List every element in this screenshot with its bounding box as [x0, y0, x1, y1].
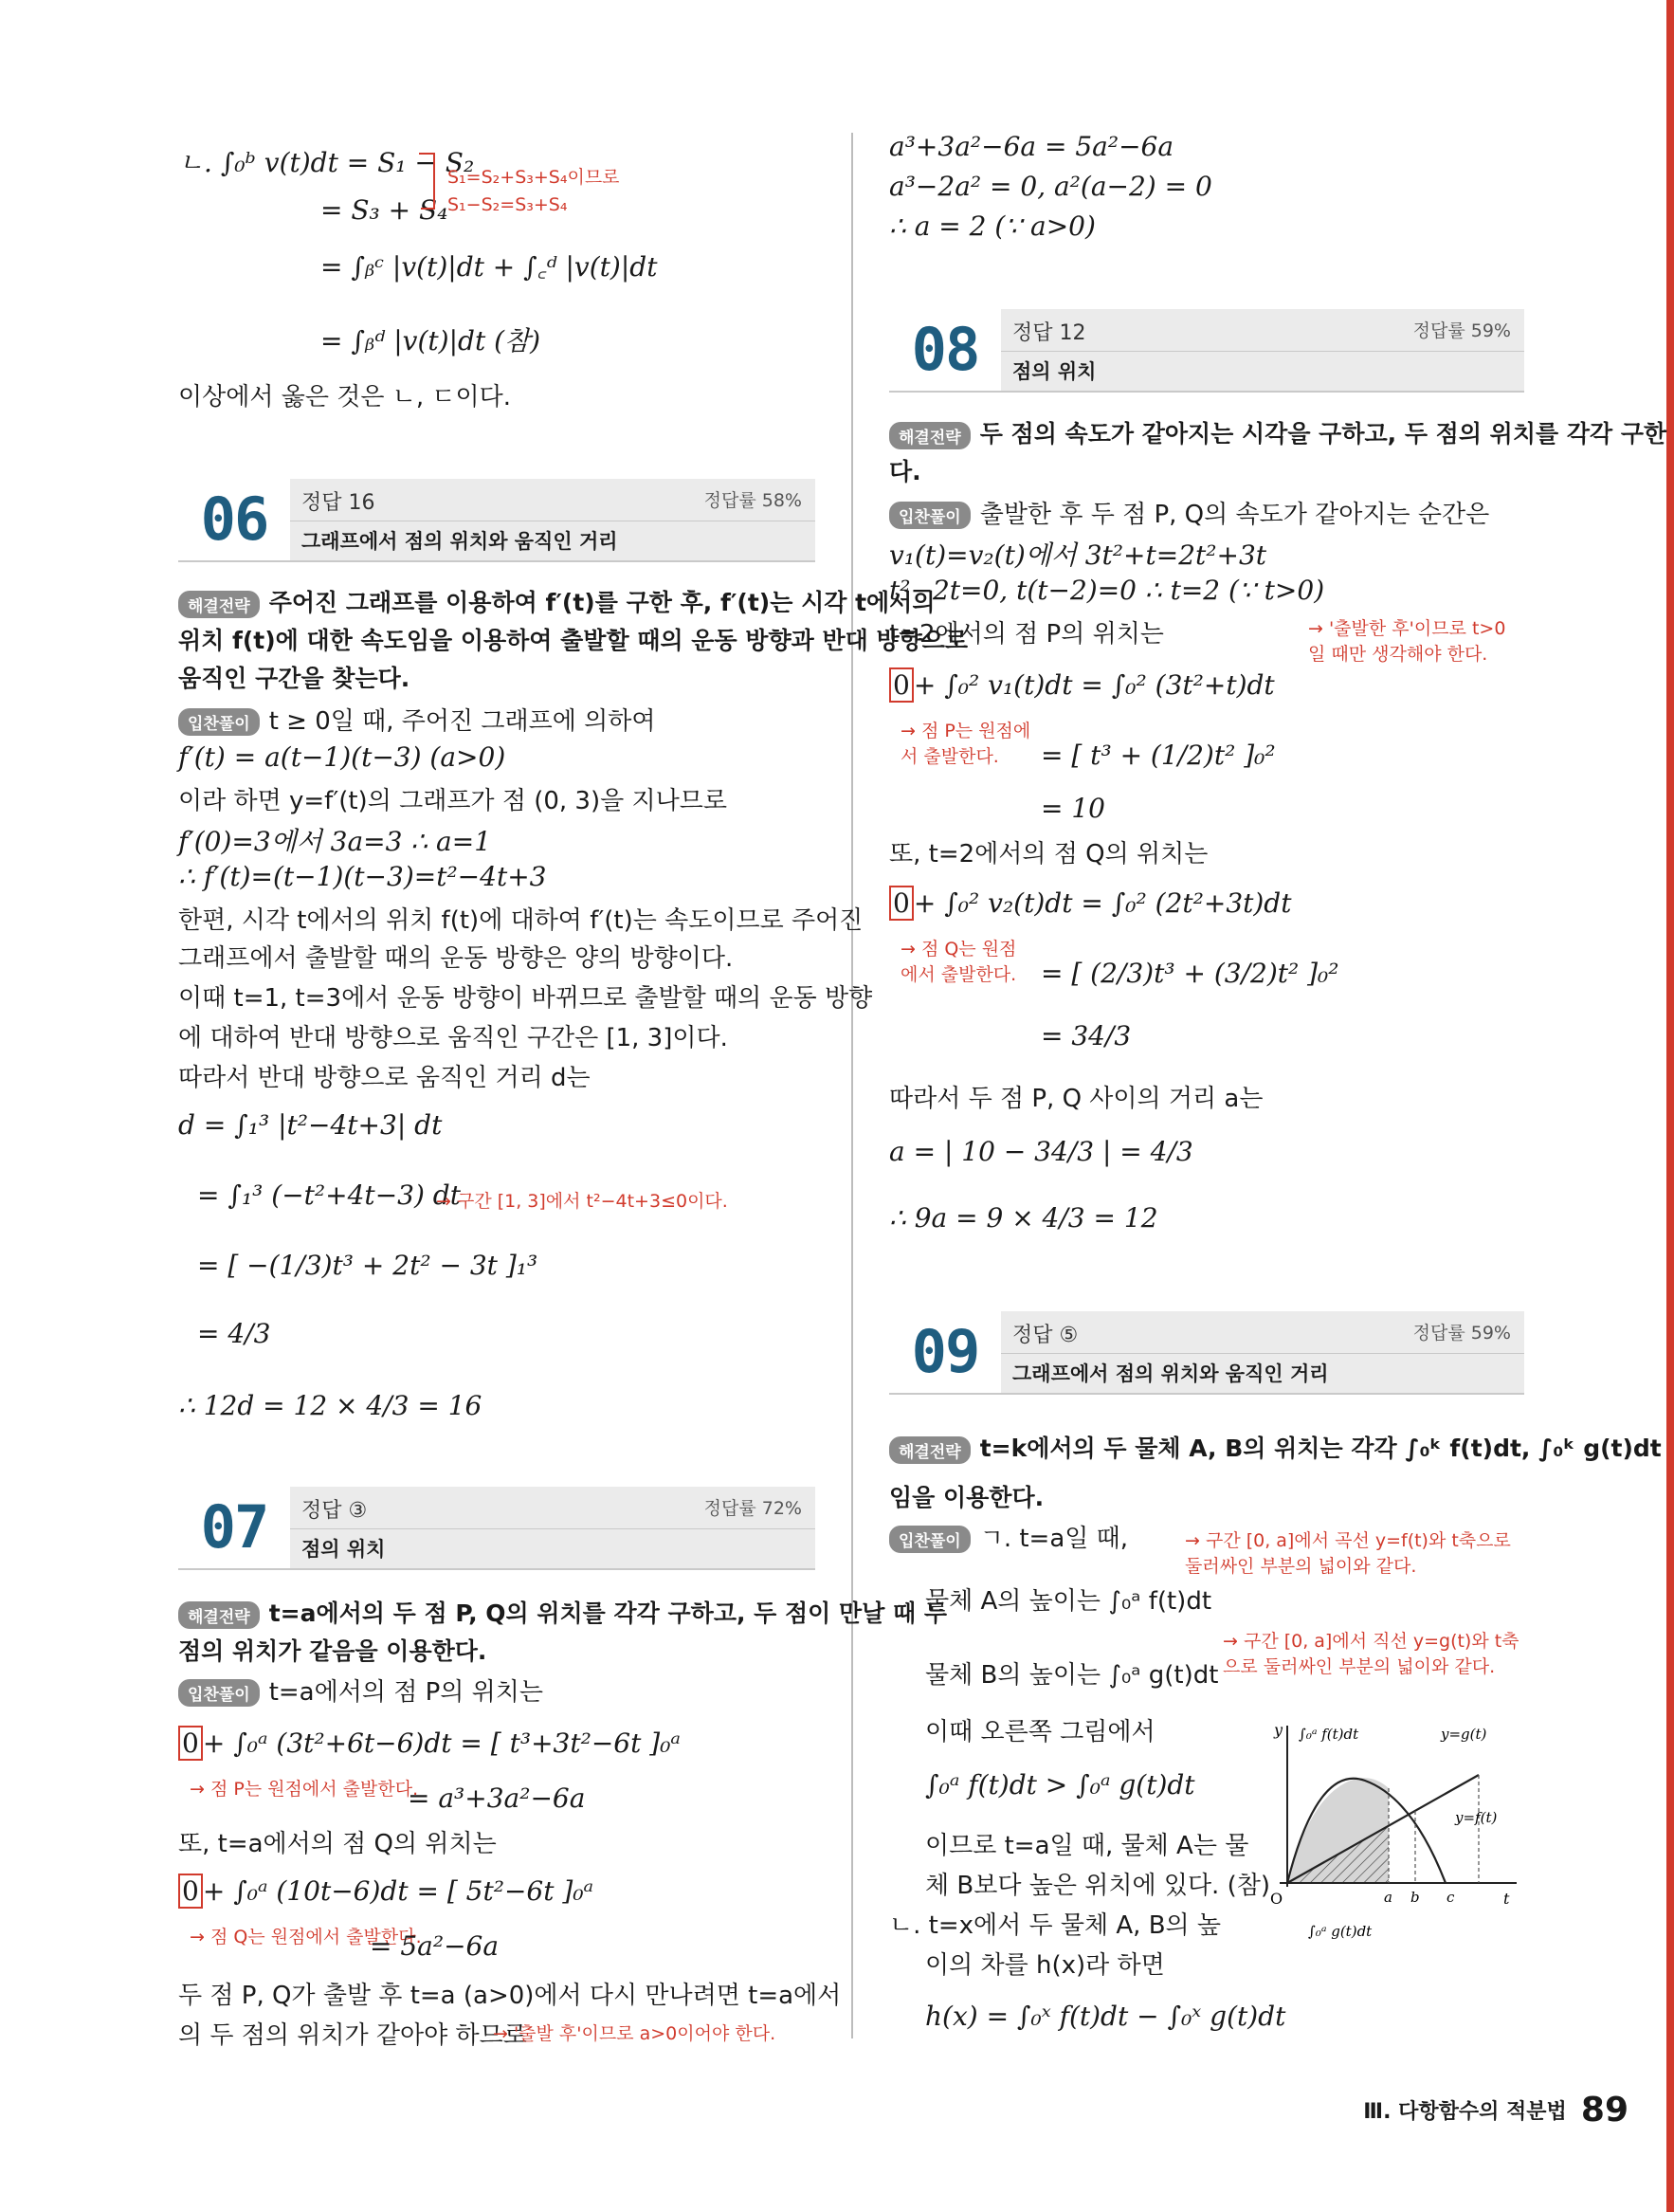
p08-sol-3-note: → '출발한 후'이므로 t>0일 때만 생각해야 한다.	[1308, 618, 1506, 665]
topic: 그래프에서 점의 위치와 움직인 거리	[301, 530, 618, 553]
answer: 정답 16	[301, 491, 375, 515]
p07-sol-1	[178, 1673, 543, 1708]
b-label: b	[1410, 1889, 1420, 1906]
p06-sol-12: = ∫₁³ (−t²+4t−3) dt	[197, 1179, 461, 1211]
cont-note-1: S₁=S₂+S₃+S₄이므로	[447, 167, 620, 188]
topic: 점의 위치	[1012, 360, 1097, 383]
correct-rate: 정답률 59%	[1412, 320, 1511, 341]
cont-r-line-1: a³+3a²−6a = 5a²−6a	[889, 131, 1174, 162]
topic: 점의 위치	[301, 1538, 386, 1561]
page-number: 89	[1580, 2091, 1629, 2130]
p06-sol-5: ∴ f′(t)=(t−1)(t−3)=t²−4t+3	[178, 861, 547, 892]
p08-sol-11: = 34/3	[1041, 1020, 1132, 1051]
p06-strategy	[178, 584, 935, 618]
p07-sol-3: = a³+3a²−6a	[408, 1782, 586, 1814]
p06-sol-4: f′(0)=3에서 3a=3 ∴ a=1	[178, 826, 492, 857]
p08-sol-10: = [ (2/3)t³ + (3/2)t² ]₀²	[1041, 958, 1339, 989]
p09-strategy	[889, 1430, 1662, 1464]
origin-box: 0	[178, 1874, 203, 1909]
problem-06-header	[178, 479, 815, 562]
g-integral-label: ∫₀ᵃ g(t)dt	[1308, 1923, 1373, 1940]
cont-conclusion: 이상에서 옳은 것은 ㄴ, ㄷ이다.	[178, 383, 511, 411]
p09-sol-3-note: → 구간 [0, a]에서 직선 y=g(t)와 t축으로 둘러싸인 부분의 넓이와 같다.	[1223, 1631, 1519, 1677]
correct-rate: 정답률 58%	[703, 490, 802, 511]
area-graph	[1261, 1707, 1526, 1953]
g-curve-label: y=g(t)	[1441, 1726, 1487, 1743]
c-label: c	[1447, 1889, 1455, 1906]
p09-sol-3: 물체 B의 높이는 ∫₀ᵃ g(t)dt	[925, 1661, 1219, 1690]
p08-sol-9	[889, 887, 1292, 919]
p09-sol-8: ㄴ. t=x에서 두 물체 A, B의 높	[889, 1911, 1222, 1940]
p07-sol-7: 두 점 P, Q가 출발 후 t=a (a>0)에서 다시 만나려면 t=a에서	[178, 1982, 842, 2010]
note-bracket	[417, 152, 447, 218]
p09-sol-9: 이의 차를 h(x)라 하면	[925, 1951, 1165, 1980]
strategy-badge: 해결전략	[889, 1436, 971, 1464]
cont-r-line-2: a³−2a² = 0, a²(a−2) = 0	[889, 171, 1212, 202]
problem-number: 09	[889, 1311, 1001, 1393]
y-label: y	[1274, 1721, 1283, 1739]
p08-sol-12: 따라서 두 점 P, Q 사이의 거리 a는	[889, 1085, 1264, 1113]
p07-sol-8-note: → '출발 후'이므로 a>0이어야 한다.	[493, 2023, 776, 2044]
p07-sol-2-note: → 점 P는 원점에서 출발한다.	[190, 1779, 419, 1800]
p06-sol-9: 에 대하여 반대 방향으로 움직인 구간은 [1, 3]이다.	[178, 1024, 728, 1052]
problem-number: 06	[178, 479, 290, 560]
p08-strategy	[889, 415, 1666, 449]
origin-label: O	[1270, 1890, 1283, 1908]
p09-sol-1-note: → 구간 [0, a]에서 곡선 y=f(t)와 t축으로 둘러싸인 부분의 넓이와 같다.	[1185, 1530, 1511, 1577]
section-title: Ⅲ. 다항함수의 적분법	[1363, 2100, 1567, 2124]
cont-line-4: = ∫ᵦᵈ |v(t)|dt (참)	[320, 325, 540, 356]
problem-09-header	[889, 1311, 1524, 1395]
p06-sol-10: 따라서 반대 방향으로 움직인 거리 d는	[178, 1064, 591, 1092]
p07-sol-2	[178, 1728, 681, 1759]
p06-sol-2: f′(t) = a(t−1)(t−3) (a>0)	[178, 741, 506, 773]
cont-line-1: ㄴ. ∫₀ᵇ v(t)dt = S₁ − S₂	[178, 147, 475, 178]
p09-sol-4: 이때 오른쪽 그림에서	[925, 1718, 1155, 1746]
p06-sol-15: ∴ 12d = 12 × 4/3 = 16	[178, 1390, 482, 1421]
p07-strategy	[178, 1595, 947, 1629]
strategy-text: t=k에서의 두 물체 A, B의 위치는 각각 ∫₀ᵏ f(t)dt, ∫₀ᵏ g(t)dt	[979, 1435, 1662, 1462]
origin-box: 0	[178, 1726, 203, 1761]
solution-badge: 입찬풀이	[178, 708, 260, 736]
t-label: t	[1503, 1890, 1510, 1908]
cont-note-2: S₁−S₂=S₃+S₄	[447, 194, 568, 215]
cont-r-line-3: ∴ a = 2 (∵ a>0)	[889, 210, 1096, 242]
p06-sol-14: = 4/3	[197, 1318, 271, 1349]
p08-sol-4: t=2에서의 점 P의 위치는	[889, 620, 1164, 649]
p08-sol-8: 또, t=2에서의 점 Q의 위치는	[889, 840, 1209, 868]
problem-08-header	[889, 309, 1524, 393]
answer: 정답 ③	[301, 1499, 368, 1523]
problem-07-header	[178, 1487, 815, 1570]
p08-sol-9-note: → 점 Q는 원점에서 출발한다.	[901, 939, 1017, 985]
a-label: a	[1384, 1889, 1392, 1906]
correct-rate: 정답률 59%	[1412, 1323, 1511, 1344]
p06-strategy-3: 움직인 구간을 찾는다.	[178, 665, 410, 692]
p07-sol-8: 의 두 점의 위치가 같아야 하므로	[178, 2021, 527, 2050]
p06-sol-13: = [ −(1/3)t³ + 2t² − 3t ]₁³	[197, 1250, 538, 1281]
header-separator	[1001, 351, 1524, 352]
cont-line-2: = S₃ + S₄	[320, 194, 448, 226]
origin-box: 0	[889, 886, 914, 921]
p09-sol-10: h(x) = ∫₀ˣ f(t)dt − ∫₀ˣ g(t)dt	[925, 2001, 1286, 2032]
p06-sol-1	[178, 702, 655, 737]
answer: 정답 ⑤	[1012, 1324, 1079, 1347]
page-footer	[1363, 2091, 1629, 2130]
p06-sol-3: 이라 하면 y=f′(t)의 그래프가 점 (0, 3)을 지나므로	[178, 787, 727, 815]
p06-sol-8: 이때 t=1, t=3에서 운동 방향이 바뀌므로 출발할 때의 운동 방향	[178, 984, 873, 1013]
p06-sol-12-note: → 구간 [1, 3]에서 t²−4t+3≤0이다.	[436, 1191, 728, 1212]
p08-sol-7: = 10	[1041, 793, 1105, 824]
p07-sol-5-expr: + ∫₀ᵃ (10t−6)dt = [ 5t²−6t ]₀ᵃ	[202, 1875, 594, 1907]
p08-sol-5	[889, 669, 1275, 701]
p08-sol-5-note: → 점 P는 원점에서 출발한다.	[901, 721, 1031, 767]
p07-strategy-2: 점의 위치가 같음을 이용한다.	[178, 1637, 487, 1665]
p08-sol-6: = [ t³ + (1/2)t² ]₀²	[1041, 740, 1276, 771]
p08-sol-13: a = | 10 − 34/3 | = 4/3	[889, 1136, 1193, 1167]
p07-sol-6: = 5a²−6a	[370, 1930, 500, 1962]
strategy-text: 두 점의 속도가 같아지는 시각을 구하고, 두 점의 위치를 각각 구한	[979, 420, 1667, 448]
solution-text: ㄱ. t=a일 때,	[979, 1525, 1129, 1553]
correct-rate: 정답률 72%	[703, 1498, 802, 1519]
p08-sol-2: v₁(t)=v₂(t)에서 3t²+t=2t²+3t	[889, 539, 1267, 571]
column-divider	[851, 133, 853, 2038]
solution-badge: 입찬풀이	[889, 1526, 971, 1553]
edge-tab	[1666, 0, 1674, 2212]
p09-sol-7: 체 B보다 높은 위치에 있다. (참)	[925, 1872, 1270, 1900]
topic: 그래프에서 점의 위치와 움직인 거리	[1012, 1362, 1329, 1385]
f-integral-label: ∫₀ᵃ f(t)dt	[1299, 1726, 1359, 1743]
problem-number: 08	[889, 309, 1001, 391]
p08-sol-1	[889, 495, 1489, 530]
solution-badge: 입찬풀이	[889, 502, 971, 529]
strategy-badge: 해결전략	[178, 591, 260, 618]
p09-sol-5: ∫₀ᵃ f(t)dt > ∫₀ᵃ g(t)dt	[925, 1769, 1195, 1801]
answer: 정답 12	[1012, 321, 1086, 345]
header-separator	[1001, 1353, 1524, 1354]
strategy-text: t=a에서의 두 점 P, Q의 위치를 각각 구하고, 두 점이 만날 때 두	[268, 1600, 948, 1627]
p08-sol-14: ∴ 9a = 9 × 4/3 = 12	[889, 1202, 1158, 1234]
p09-sol-6: 이므로 t=a일 때, 물체 A는 물	[925, 1832, 1249, 1860]
p07-sol-5	[178, 1875, 593, 1907]
solution-text: t ≥ 0일 때, 주어진 그래프에 의하여	[268, 707, 656, 736]
p07-sol-5-note: → 점 Q는 원점에서 출발한다.	[190, 1927, 422, 1947]
p08-sol-3: t²−2t=0, t(t−2)=0 ∴ t=2 (∵ t>0)	[889, 575, 1325, 606]
p06-sol-11: d = ∫₁³ |t²−4t+3| dt	[178, 1109, 443, 1141]
header-separator	[290, 1528, 815, 1529]
p06-sol-7: 그래프에서 출발할 때의 운동 방향은 양의 방향이다.	[178, 944, 734, 973]
p08-strategy-2: 다.	[889, 458, 921, 485]
strategy-text: 주어진 그래프를 이용하여 f′(t)를 구한 후, f′(t)는 시각 t에서의	[268, 589, 936, 616]
p09-strategy-2: 임을 이용한다.	[889, 1484, 1045, 1511]
p06-strategy-2: 위치 f(t)에 대한 속도임을 이용하여 출발할 때의 운동 방향과 반대 방향으로	[178, 627, 969, 654]
p08-sol-5-expr: + ∫₀² v₁(t)dt = ∫₀² (3t²+t)dt	[913, 669, 1275, 701]
p08-sol-9-expr: + ∫₀² v₂(t)dt = ∫₀² (2t²+3t)dt	[913, 887, 1292, 919]
p09-sol-1	[889, 1519, 1128, 1554]
p07-sol-2-expr: + ∫₀ᵃ (3t²+6t−6)dt = [ t³+3t²−6t ]₀ᵃ	[202, 1728, 681, 1759]
p07-sol-4: 또, t=a에서의 점 Q의 위치는	[178, 1830, 497, 1858]
strategy-badge: 해결전략	[889, 422, 971, 449]
strategy-badge: 해결전략	[178, 1601, 260, 1629]
solution-text: 출발한 후 두 점 P, Q의 속도가 같아지는 순간은	[979, 501, 1490, 529]
problem-number: 07	[178, 1487, 290, 1568]
f-curve-label: y=f(t)	[1455, 1809, 1498, 1826]
solution-text: t=a에서의 점 P의 위치는	[268, 1678, 544, 1707]
p09-sol-2: 물체 A의 높이는 ∫₀ᵃ f(t)dt	[925, 1587, 1212, 1616]
solution-badge: 입찬풀이	[178, 1679, 260, 1707]
origin-box: 0	[889, 667, 914, 703]
p06-sol-6: 한편, 시각 t에서의 위치 f(t)에 대하여 f′(t)는 속도이므로 주어진	[178, 906, 864, 935]
cont-line-3: = ∫ᵦᶜ |v(t)|dt + ∫꜀ᵈ |v(t)|dt	[320, 251, 658, 283]
